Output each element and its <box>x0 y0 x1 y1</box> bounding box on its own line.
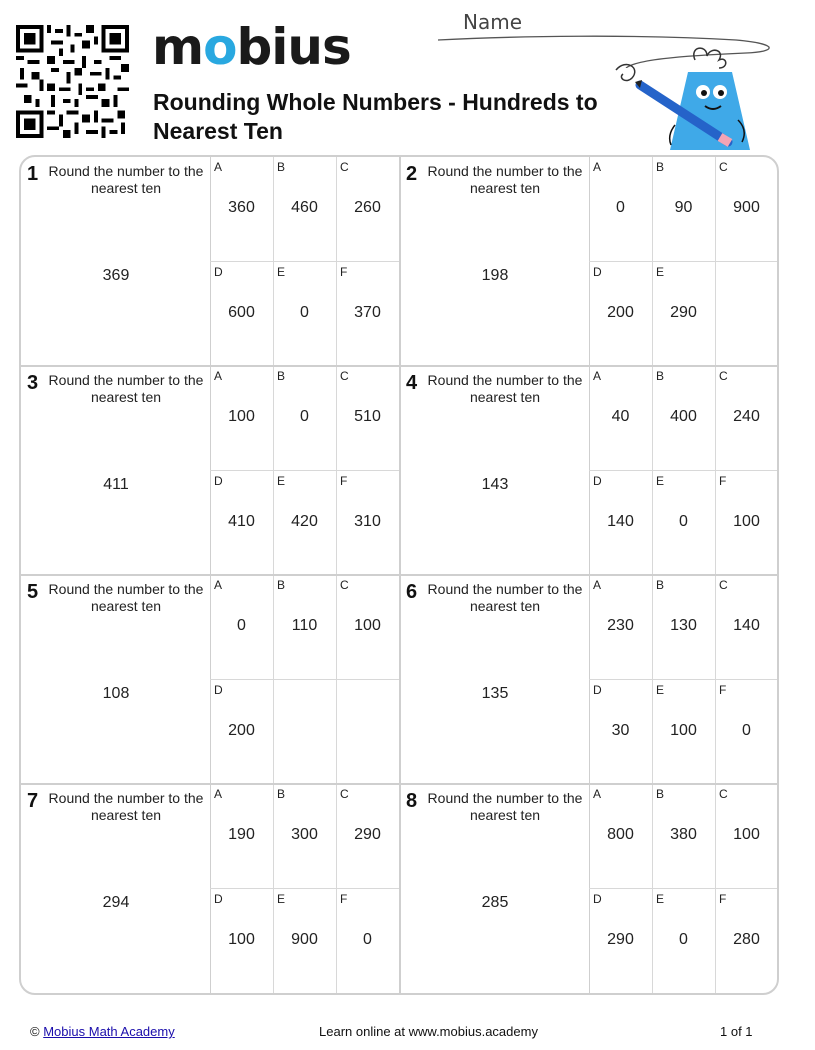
mobius-logo <box>152 18 351 76</box>
answer-option-f[interactable] <box>715 889 778 993</box>
question-prompt: Round the number to the nearest ten <box>48 372 204 405</box>
option-value: 260 <box>354 199 381 216</box>
option-value: 310 <box>354 513 381 530</box>
option-value: 400 <box>670 408 697 425</box>
option-letter: B <box>656 160 665 174</box>
option-value: 280 <box>733 931 760 948</box>
option-letter: A <box>593 578 602 592</box>
option-value: 600 <box>228 304 255 321</box>
grid-row-divider <box>21 574 779 576</box>
worksheet-title: Rounding Whole Numbers - Hundreds to Nearest Ten <box>153 89 598 144</box>
option-letter: A <box>593 787 602 801</box>
option-letter: B <box>277 787 286 801</box>
answer-option-f[interactable] <box>715 471 778 575</box>
option-value: 40 <box>611 408 630 425</box>
answer-option-e[interactable] <box>273 889 336 993</box>
option-value: 0 <box>742 722 751 739</box>
option-letter: F <box>719 683 727 697</box>
logo-text-end: bius <box>236 18 351 76</box>
answer-option-d[interactable] <box>210 680 273 784</box>
option-letter: F <box>719 474 727 488</box>
question-8 <box>400 784 779 993</box>
answer-option-f[interactable] <box>715 680 778 784</box>
qr-code <box>16 25 129 138</box>
option-value: 100 <box>354 617 381 634</box>
answer-option-d[interactable] <box>589 471 652 575</box>
answer-option-e[interactable] <box>652 889 715 993</box>
option-value: 0 <box>679 513 688 530</box>
option-value: 0 <box>237 617 246 634</box>
answer-option-d[interactable] <box>210 889 273 993</box>
option-value: 0 <box>679 931 688 948</box>
mobius-academy-link[interactable]: Mobius Math Academy <box>43 1024 175 1039</box>
option-letter: A <box>214 369 223 383</box>
number-to-round: 285 <box>481 894 509 911</box>
option-value: 190 <box>228 826 255 843</box>
footer-learn-online: Learn online at www.mobius.academy <box>319 1024 538 1039</box>
grid-row-divider <box>21 783 779 785</box>
option-letter: F <box>719 892 727 906</box>
answer-option-b[interactable] <box>273 575 336 679</box>
copyright-symbol: © <box>30 1024 40 1039</box>
option-letter: C <box>719 369 728 383</box>
option-letter: A <box>214 578 223 592</box>
option-value: 200 <box>228 722 255 739</box>
answer-option-f[interactable] <box>336 471 399 575</box>
answer-option-c[interactable] <box>715 157 778 261</box>
option-letter: E <box>277 892 286 906</box>
option-value: 110 <box>291 617 318 634</box>
answer-option-c[interactable] <box>715 575 778 679</box>
option-letter: B <box>656 787 665 801</box>
answer-option-f[interactable] <box>336 889 399 993</box>
answer-option-e[interactable] <box>652 262 715 366</box>
option-value: 0 <box>363 931 372 948</box>
answer-option-c[interactable] <box>715 784 778 888</box>
option-value: 100 <box>733 826 760 843</box>
option-value: 460 <box>291 199 318 216</box>
option-value: 240 <box>733 408 760 425</box>
option-letter: C <box>340 578 349 592</box>
footer-page-number: 1 of 1 <box>720 1024 753 1039</box>
option-value: 100 <box>228 931 255 948</box>
option-value: 130 <box>670 617 697 634</box>
option-letter: D <box>214 265 223 279</box>
question-grid <box>19 155 779 995</box>
answer-option-b[interactable] <box>652 157 715 261</box>
option-letter: E <box>656 265 665 279</box>
option-letter: A <box>214 160 223 174</box>
question-6 <box>400 575 779 784</box>
option-letter: B <box>656 578 665 592</box>
option-value: 360 <box>228 199 255 216</box>
option-value: 300 <box>291 826 318 843</box>
answer-option-e[interactable] <box>273 262 336 366</box>
question-number: 8 <box>406 790 418 812</box>
option-letter: C <box>719 578 728 592</box>
question-prompt: Round the number to the nearest ten <box>48 163 204 196</box>
option-value: 100 <box>228 408 255 425</box>
option-value: 290 <box>354 826 381 843</box>
answer-option-d[interactable] <box>589 889 652 993</box>
question-prompt: Round the number to the nearest ten <box>427 163 583 196</box>
option-value: 290 <box>670 304 697 321</box>
grid-column-divider <box>399 157 401 995</box>
answer-option-b[interactable] <box>652 366 715 470</box>
option-letter: E <box>656 474 665 488</box>
question-number: 1 <box>27 163 39 185</box>
option-value: 370 <box>354 304 381 321</box>
option-letter: E <box>277 474 286 488</box>
option-letter: A <box>214 787 223 801</box>
question-prompt: Round the number to the nearest ten <box>427 372 583 405</box>
number-to-round: 369 <box>102 267 130 284</box>
option-value: 510 <box>354 408 381 425</box>
grid-row-divider <box>21 365 779 367</box>
option-letter: D <box>593 265 602 279</box>
option-value: 900 <box>733 199 760 216</box>
option-letter: E <box>656 892 665 906</box>
question-prompt: Round the number to the nearest ten <box>48 790 204 823</box>
option-letter: D <box>214 683 223 697</box>
answer-option-a[interactable] <box>210 575 273 679</box>
option-letter: B <box>277 369 286 383</box>
answer-option-c[interactable] <box>336 575 399 679</box>
answer-option-f[interactable] <box>336 262 399 366</box>
answer-option-a[interactable] <box>589 784 652 888</box>
question-number: 5 <box>27 581 39 603</box>
option-value: 420 <box>291 513 318 530</box>
answer-option-b[interactable] <box>652 575 715 679</box>
number-to-round: 411 <box>103 476 129 493</box>
question-prompt: Round the number to the nearest ten <box>48 581 204 614</box>
option-letter: C <box>340 160 349 174</box>
option-value: 410 <box>228 513 255 530</box>
answer-option-a[interactable] <box>589 575 652 679</box>
answer-option-b[interactable] <box>652 784 715 888</box>
answer-option-d[interactable] <box>589 262 652 366</box>
answer-option-d[interactable] <box>210 471 273 575</box>
question-5 <box>21 575 400 784</box>
option-letter: C <box>340 369 349 383</box>
name-label: Name <box>463 10 523 34</box>
option-letter: B <box>277 160 286 174</box>
option-letter: A <box>593 160 602 174</box>
option-letter: C <box>340 787 349 801</box>
option-letter: B <box>277 578 286 592</box>
answer-option-c[interactable] <box>336 784 399 888</box>
option-value: 0 <box>300 304 309 321</box>
option-letter: D <box>593 683 602 697</box>
answer-option-c[interactable] <box>336 157 399 261</box>
option-value: 100 <box>670 722 697 739</box>
answer-option-a[interactable] <box>210 157 273 261</box>
option-letter: F <box>340 474 348 488</box>
answer-option-d[interactable] <box>210 262 273 366</box>
question-prompt: Round the number to the nearest ten <box>427 581 583 614</box>
option-value: 0 <box>300 408 309 425</box>
question-3 <box>21 366 400 575</box>
option-letter: D <box>214 474 223 488</box>
answer-option-a[interactable] <box>210 366 273 470</box>
number-to-round: 135 <box>481 685 509 702</box>
mascot-icon <box>610 40 760 155</box>
footer-copyright <box>30 1024 175 1039</box>
option-value: 90 <box>674 199 693 216</box>
option-value: 290 <box>607 931 634 948</box>
option-letter: F <box>340 892 348 906</box>
question-2 <box>400 157 779 366</box>
question-number: 4 <box>406 372 418 394</box>
question-7 <box>21 784 400 993</box>
logo-text-start: m <box>152 18 204 76</box>
option-value: 900 <box>291 931 318 948</box>
answer-option-a[interactable] <box>210 784 273 888</box>
question-prompt: Round the number to the nearest ten <box>427 790 583 823</box>
number-to-round: 198 <box>481 267 509 284</box>
option-letter: F <box>340 265 348 279</box>
option-letter: A <box>593 369 602 383</box>
option-value: 200 <box>607 304 634 321</box>
answer-option-a[interactable] <box>589 157 652 261</box>
number-to-round: 143 <box>481 476 509 493</box>
number-to-round: 108 <box>102 685 130 702</box>
option-value: 140 <box>607 513 634 530</box>
option-value: 800 <box>607 826 634 843</box>
question-number: 3 <box>27 372 39 394</box>
answer-option-a[interactable] <box>589 366 652 470</box>
option-letter: D <box>214 892 223 906</box>
option-letter: E <box>656 683 665 697</box>
answer-option-d[interactable] <box>589 680 652 784</box>
question-1 <box>21 157 400 366</box>
option-value: 230 <box>607 617 634 634</box>
question-number: 2 <box>406 163 418 185</box>
question-number: 6 <box>406 581 418 603</box>
answer-option-c[interactable] <box>715 366 778 470</box>
answer-option-b[interactable] <box>273 366 336 470</box>
option-letter: B <box>656 369 665 383</box>
logo-drop-o: o <box>203 18 237 76</box>
number-to-round: 294 <box>102 894 130 911</box>
answer-option-e[interactable] <box>652 680 715 784</box>
option-value: 380 <box>670 826 697 843</box>
option-value: 0 <box>616 199 625 216</box>
option-letter: C <box>719 160 728 174</box>
option-letter: C <box>719 787 728 801</box>
question-4 <box>400 366 779 575</box>
option-letter: E <box>277 265 286 279</box>
option-letter: D <box>593 892 602 906</box>
option-value: 100 <box>733 513 760 530</box>
answer-option-e[interactable] <box>273 471 336 575</box>
answer-option-b[interactable] <box>273 157 336 261</box>
answer-option-c[interactable] <box>336 366 399 470</box>
answer-option-e[interactable] <box>652 471 715 575</box>
question-number: 7 <box>27 790 39 812</box>
option-value: 30 <box>611 722 630 739</box>
answer-option-b[interactable] <box>273 784 336 888</box>
option-value: 140 <box>733 617 760 634</box>
option-letter: D <box>593 474 602 488</box>
